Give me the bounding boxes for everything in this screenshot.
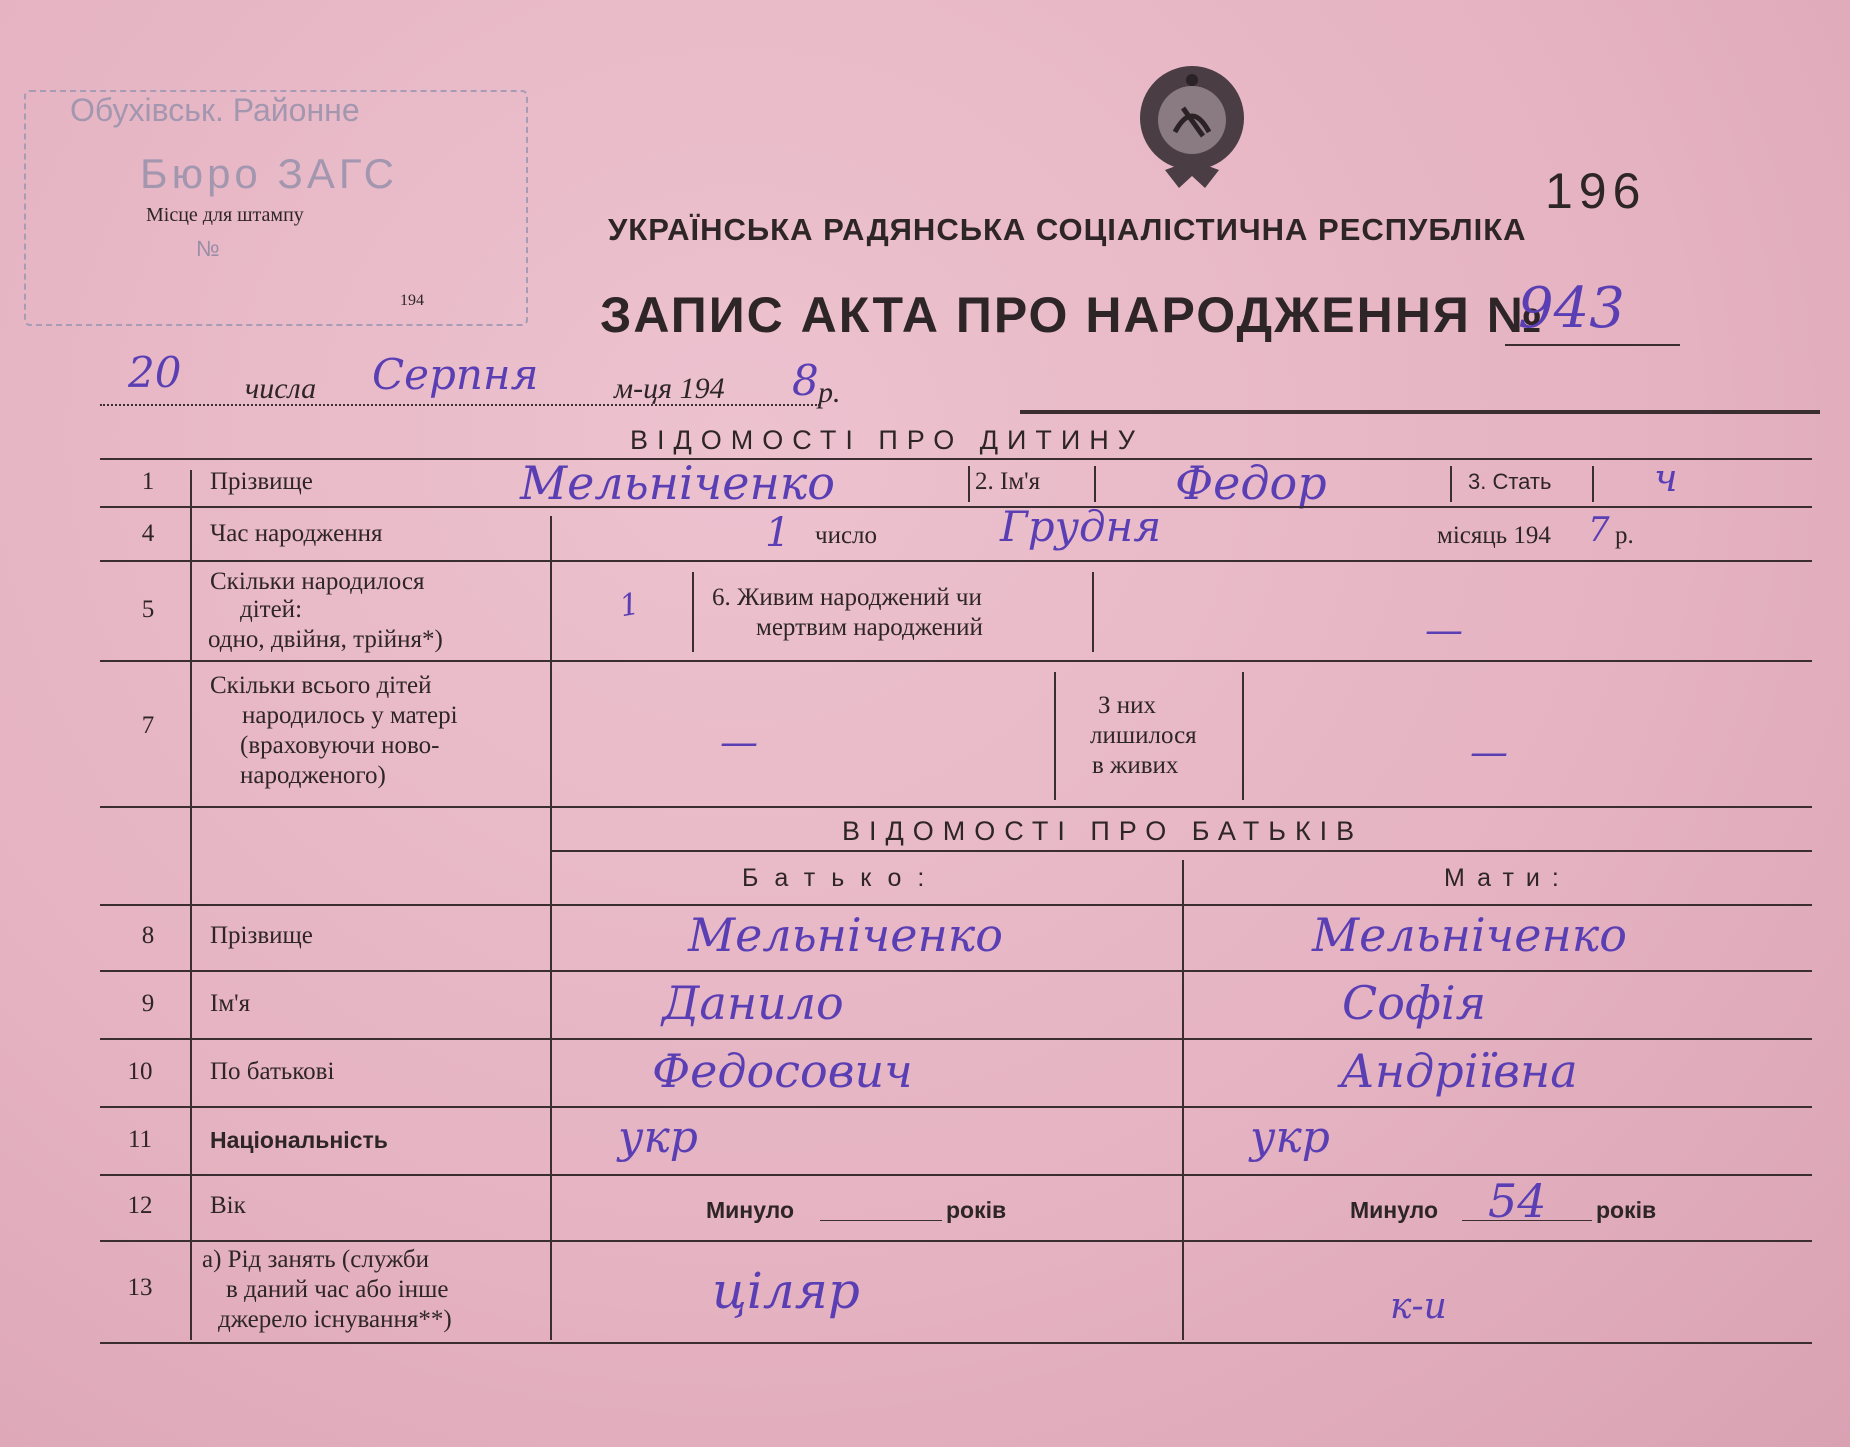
record-month: Серпня [372, 350, 539, 399]
nationality-label: Національність [210, 1127, 388, 1153]
rule-11 [100, 1174, 1812, 1176]
row-number: 12 [127, 1192, 153, 1219]
father-mother-surname-label: Прізвище [210, 922, 313, 949]
rule-8 [100, 970, 1812, 972]
child-name: Федор [1175, 456, 1327, 510]
vrule-label-col [550, 516, 552, 1340]
father-occupation: ціляр [712, 1262, 860, 1320]
parents-section-title: ВІДОМОСТІ ПРО БАТЬКІВ [842, 816, 1364, 846]
row-number: 4 [141, 520, 155, 547]
vrule-sex-right [1592, 466, 1594, 502]
name-label: 2. Ім'я [975, 468, 1041, 495]
row-number: 10 [127, 1058, 153, 1085]
child-surname: Мельніченко [520, 456, 835, 510]
father-age-years: років [946, 1197, 1007, 1223]
rule-6 [552, 850, 1812, 852]
mother-nationality: укр [1250, 1112, 1330, 1163]
row-number: 13 [127, 1274, 153, 1301]
stamp-year-mark: 194 [400, 292, 424, 309]
birth-day: 1 [765, 510, 791, 556]
vrule-alive-left [692, 572, 694, 652]
record-year-suffix: р. [818, 376, 841, 409]
record-number-underline [1505, 344, 1680, 346]
father-name: Данило [662, 976, 844, 1030]
rule-3 [100, 560, 1812, 562]
father-mother-name-label: Ім'я [210, 990, 251, 1017]
row-number: 8 [141, 922, 155, 949]
age-label: Вік [210, 1192, 246, 1219]
occupation-label-3: джерело існування**) [218, 1306, 452, 1333]
rule-12 [100, 1240, 1812, 1242]
row-number: 7 [141, 712, 155, 739]
vrule-parents-split [1182, 860, 1184, 1340]
mother-age-blank [1462, 1220, 1592, 1221]
living-label-1: З них [1098, 692, 1157, 719]
sex-label: 3. Стать [1468, 469, 1552, 494]
mother-name: Софія [1342, 976, 1487, 1030]
surname-label: Прізвище [210, 468, 313, 495]
rule-1 [100, 458, 1812, 460]
mother-header: Мати: [1444, 864, 1571, 892]
total-label-1: Скільки всього дітей [210, 672, 432, 699]
mother-patronymic: Андріївна [1340, 1044, 1578, 1098]
count-label-2: дітей: [240, 596, 303, 623]
living-value: — [1470, 730, 1508, 774]
birth-year: 7 [1588, 510, 1610, 550]
header-rule [1020, 410, 1820, 414]
father-age-past: Минуло [706, 1197, 795, 1223]
count-value: 1 [617, 586, 642, 625]
record-day-label: числа [245, 372, 317, 405]
living-label-3: в живих [1092, 752, 1179, 779]
mother-age: 54 [1488, 1174, 1547, 1228]
total-label-4: народженого) [240, 762, 386, 789]
registry-page-number: 196 [1545, 163, 1647, 219]
father-header: Батько: [742, 864, 941, 892]
stamp-line-1: Обухівськ. Районне [70, 92, 360, 128]
occupation-label-1: а) Рід занять (служби [202, 1246, 430, 1273]
vrule-name-label [968, 466, 970, 502]
row-number: 9 [141, 990, 155, 1017]
vrule-living-left [1054, 672, 1056, 800]
alive-label-1: 6. Живим народжений чи [712, 584, 982, 611]
occupation-label-2: в даний час або інше [226, 1276, 449, 1303]
birth-time-label: Час народження [210, 520, 383, 547]
record-day: 20 [128, 348, 182, 397]
child-section-title: ВІДОМОСТІ ПРО ДИТИНУ [630, 425, 1144, 455]
stamp-line-2: Бюро ЗАГС [140, 150, 399, 197]
birth-month: Грудня [1000, 502, 1162, 551]
rule-7 [100, 904, 1812, 906]
row-number: 5 [141, 596, 155, 623]
record-month-label: м-ця 194 [614, 372, 725, 405]
mother-age-past: Минуло [1350, 1197, 1439, 1223]
alive-label-2: мертвим народжений [756, 614, 983, 641]
count-label-1: Скільки народилося [210, 568, 425, 595]
father-nationality: укр [618, 1112, 698, 1163]
mother-age-years: років [1596, 1197, 1657, 1223]
month-word: місяць 194 [1437, 522, 1551, 549]
day-word: число [815, 522, 878, 549]
child-sex: ч [1654, 456, 1678, 500]
vrule-living-right [1242, 672, 1244, 800]
rule-5 [100, 806, 1812, 808]
vrule-alive-right [1092, 572, 1094, 652]
record-number: 943 [1518, 276, 1625, 341]
mother-occupation: к-и [1390, 1286, 1447, 1327]
date-underline [100, 404, 820, 406]
vrule-sex-left [1450, 466, 1452, 502]
father-patronymic: Федосович [652, 1044, 913, 1098]
alive-value: — [1425, 608, 1463, 652]
republic-title: УКРАЇНСЬКА РАДЯНСЬКА СОЦІАЛІСТИЧНА РЕСПУБЛІКА [608, 212, 1527, 247]
total-label-3: (враховуючи ново- [240, 732, 440, 759]
rule-2 [100, 506, 1812, 508]
rule-10 [100, 1106, 1812, 1108]
living-label-2: лишилося [1090, 722, 1197, 749]
vrule-num-col [190, 470, 192, 1340]
mother-surname: Мельніченко [1312, 908, 1627, 962]
rule-9 [100, 1038, 1812, 1040]
record-year-digit: 8 [792, 356, 819, 405]
rule-4 [100, 660, 1812, 662]
rule-13 [100, 1342, 1812, 1344]
total-label-2: народилось у матері [242, 702, 458, 729]
count-label-3: одно, двійня, трійня*) [208, 626, 443, 653]
row-number: 1 [141, 468, 155, 495]
total-value: — [720, 720, 758, 764]
year-suffix: р. [1615, 522, 1634, 549]
vrule-name-value [1094, 466, 1096, 502]
coat-of-arms-emblem [1135, 60, 1250, 195]
form-title: ЗАПИС АКТА ПРО НАРОДЖЕННЯ № [600, 287, 1545, 343]
father-age-blank [820, 1220, 942, 1221]
father-mother-patronymic-label: По батькові [210, 1058, 335, 1085]
father-surname: Мельніченко [688, 908, 1003, 962]
stamp-number-mark: № [196, 236, 220, 261]
row-number: 11 [127, 1126, 153, 1153]
stamp-caption: Місце для штампу [146, 204, 304, 226]
